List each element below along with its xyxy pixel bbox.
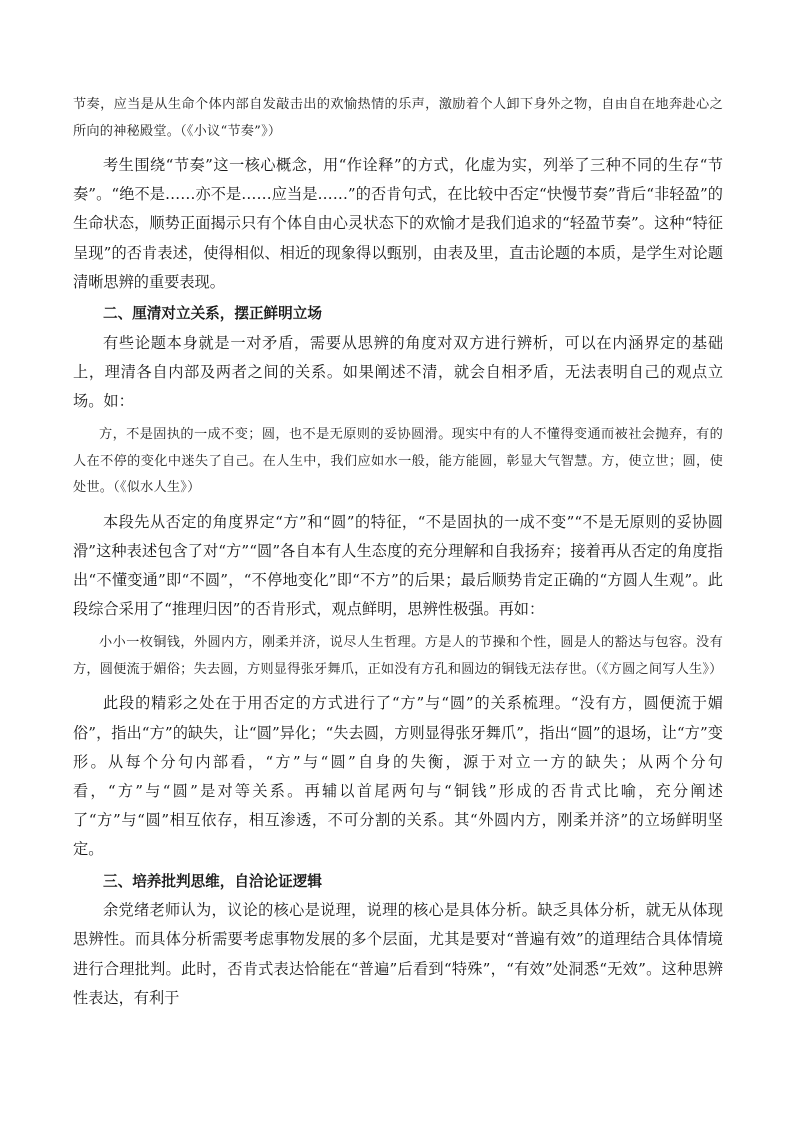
section-heading: 三、培养批判思维，自洽论证逻辑 xyxy=(103,872,322,890)
section-heading: 二、厘清对立关系，摆正鲜明立场 xyxy=(103,305,322,323)
quote-paragraph: 小小一枚铜钱，外圆内方，刚柔并济，说尽人生哲理。方是人的节操和个性，圆是人的豁达与包容。没有方，圆便流于媚俗；失去圆，方则显得张牙舞爪，正如没有方孔和圆边的铜钱无法存世。（《方圆之间写人生》） xyxy=(73,635,723,677)
body-paragraph: 此段的精彩之处在于用否定的方式进行了“方”与“圆”的关系梳理。“没有方，圆便流于媚俗”，指出“方”的缺失，让“圆”异化；“失去圆，方则显得张牙舞爪”，指出“圆”的退场，让“方”变形。从每个分句内部看，“方”与“圆”自身的失衡，源于对立一方的缺失；从两个分句看，“方”与“圆”是对等关系。再辅以首尾两句与“铜钱”形成的否肯式比喻，充分阐述了“方”与“圆”相互依存，相互渗透，不可分割的关系。其“外圆内方，刚柔并济”的立场鲜明坚定。 xyxy=(73,694,723,859)
body-paragraph: 有些论题本身就是一对矛盾，需要从思辨的角度对双方进行辨析，可以在内涵界定的基础上，理清各自内部及两者之间的关系。如果阐述不清，就会自相矛盾，无法表明自己的观点立场。如： xyxy=(73,333,723,410)
body-paragraph: 考生围绕“节奏”这一核心概念，用“作诠释”的方式，化虚为实，列举了三种不同的生存“节奏”。“绝不是……亦不是……应当是……”的否肯句式，在比较中否定“快慢节奏”背后“非轻盈”的生命状态，顺势正面揭示只有个体自由心灵状态下的欢愉才是我们追求的“轻盈节奏”。这种“特征呈现”的否肯表述，使得相似、相近的现象得以甄别，由表及里，直击论题的本质，是学生对论题清晰思辨的重要表现。 xyxy=(73,156,723,291)
article-body xyxy=(73,92,723,1013)
body-paragraph: 余党绪老师认为，议论的核心是说理，说理的核心是具体分析。缺乏具体分析，就无从体现思辨性。而具体分析需要考虑事物发展的多个层面，尤其是要对“普遍有效”的道理结合具体情境进行合理批判。此时，否肯式表达恰能在“普遍”后看到“特殊”，“有效”处洞悉“无效”。这种思辨性表达，有利于 xyxy=(73,901,723,1007)
body-paragraph: 本段先从否定的角度界定“方”和“圆”的特征，“不是固执的一成不变”“不是无原则的妥协圆滑”这种表述包含了对“方”“圆”各自本有人生态度的充分理解和自我扬弃；接着再从否定的角度指出“不懂变通”即“不圆”，“不停地变化”即“不方”的后果；最后顺势肯定正确的“方圆人生观”。此段综合采用了“推理归因”的否肯形式，观点鲜明，思辨性极强。再如： xyxy=(73,512,723,619)
quote-paragraph: 节奏，应当是从生命个体内部自发敲击出的欢愉热情的乐声，激励着个人卸下身外之物，自由自在地奔赴心之所向的神秘殿堂。（《小议“节奏”》） xyxy=(73,97,723,139)
quote-paragraph: 方，不是固执的一成不变；圆，也不是无原则的妥协圆滑。现实中有的人不懂得变通而被社会抛弃，有的人在不停的变化中迷失了自己。在人生中，我们应如水一般，能方能圆，彰显大气智慧。方，使立世；圆，使处世。（《似水人生》） xyxy=(73,427,723,496)
